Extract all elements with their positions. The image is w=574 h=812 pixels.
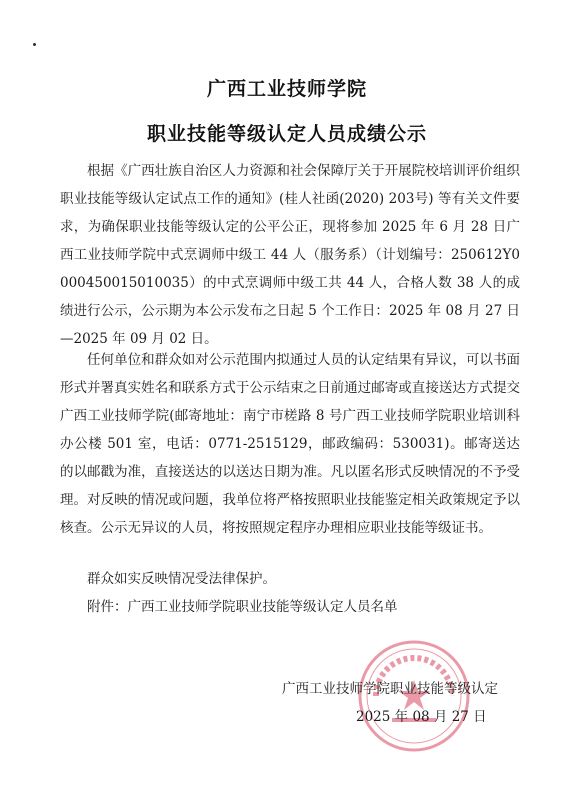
signature-organization: 广西工业技师学院职业技能等级认定 <box>282 681 498 697</box>
document-title: 广西工业技师学院 <box>206 78 367 100</box>
paragraph-announcement: 根据《广西壮族自治区人力资源和社会保障厅关于开展院校培训评价组织职业技能等级认定试点工作的通知》(桂人社函(2020) 203号) 等有关文件要求，为确保职业技能等级认定的公平公正，现将参加 2025 年 6 月 28 日广西工业技师学院中式烹调师中级工 44 人（服务系）（计划编号：250612Y0000450015010035）的中式烹调师中级工共 44 人，合格人数 38 人的成绩进行公示，公示期为本公示发布之日起 5 个工作日：2025 年 08 月 27 日—2025 年 09 月 02 日。 <box>60 163 520 347</box>
paragraph-objection: 任何单位和群众如对公示范围内拟通过人员的认定结果有异议，可以书面形式并署真实姓名和联系方式于公示结束之日前通过邮寄或直接送达方式提交广西工业技师学院(邮寄地址：南宁市槎路 8 号广西工业技师学院职业培训科办公楼 501 室，电话：0771-2515129，邮政编码：530031)。邮寄送达的以邮戳为准，直接送达的以送达日期为准。凡以匿名形式反映情况的不予受理。对反映的情况或问题，我单位将严格按照职业技能鉴定相关政策规定予以核查。公示无异议的人员，将按照规定程序办理相应职业技能等级证书。 <box>60 352 520 536</box>
paragraph-attachment: 附件：广西工业技师学院职业技能等级认定人员名单 <box>87 599 398 615</box>
signature-date: 2025 年 08 月 27 日 <box>356 709 487 725</box>
paragraph-protection: 群众如实反映情况受法律保护。 <box>87 571 276 587</box>
document-subtitle: 职业技能等级认定人员成绩公示 <box>146 123 427 145</box>
scan-speck <box>33 43 36 46</box>
